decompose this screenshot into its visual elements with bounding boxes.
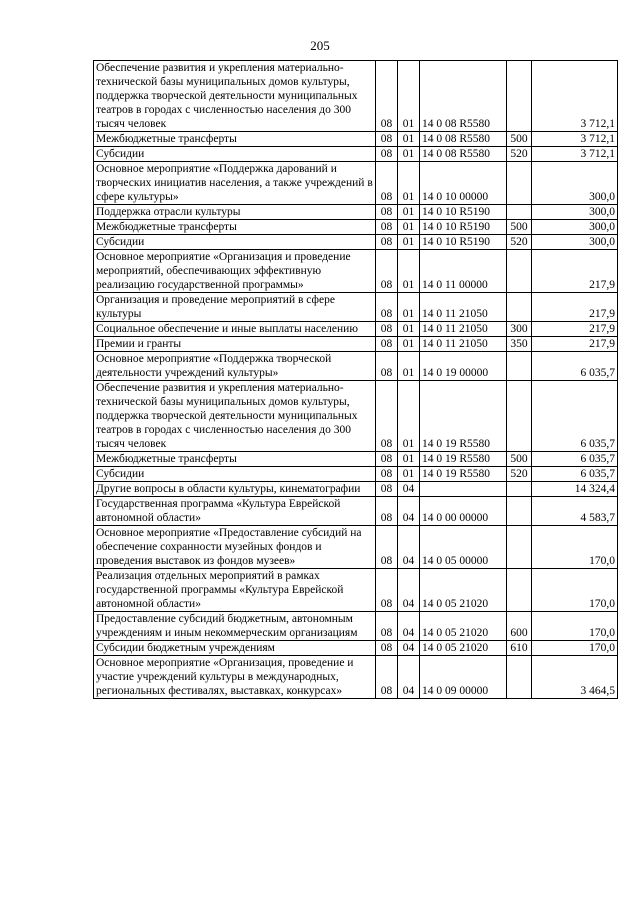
row-subsection: 04 [398, 569, 420, 612]
row-amount: 170,0 [532, 612, 618, 641]
row-expense-type [507, 162, 532, 205]
row-expense-type: 500 [507, 132, 532, 147]
row-target-article: 14 0 08 R5580 [420, 61, 507, 132]
row-subsection: 01 [398, 467, 420, 482]
row-subsection: 01 [398, 61, 420, 132]
row-subsection: 01 [398, 205, 420, 220]
row-subsection: 04 [398, 526, 420, 569]
row-section: 08 [376, 132, 398, 147]
row-name: Основное мероприятие «Организация, проведение и участие учреждений культуры в международных, региональных фестивалях, выставках, конкурсах» [94, 656, 376, 699]
row-expense-type: 520 [507, 147, 532, 162]
row-name: Обеспечение развития и укрепления материально-технической базы муниципальных домов культуры, поддержка творческой деятельности муниципальных театров в городах с численностью населения до 300 тысяч человек [94, 61, 376, 132]
row-subsection: 01 [398, 132, 420, 147]
row-name: Реализация отдельных мероприятий в рамках государственной программы «Культура Еврейской автономной области» [94, 569, 376, 612]
row-target-article: 14 0 11 21050 [420, 322, 507, 337]
row-amount: 6 035,7 [532, 381, 618, 452]
row-expense-type [507, 497, 532, 526]
table-row [94, 220, 618, 235]
table-row [94, 612, 618, 641]
row-expense-type [507, 61, 532, 132]
page-number: 205 [310, 38, 330, 53]
row-expense-type [507, 656, 532, 699]
row-subsection: 01 [398, 162, 420, 205]
row-subsection: 01 [398, 452, 420, 467]
row-section: 08 [376, 352, 398, 381]
row-target-article: 14 0 08 R5580 [420, 132, 507, 147]
row-name: Поддержка отрасли культуры [94, 205, 376, 220]
row-section: 08 [376, 467, 398, 482]
row-name: Предоставление субсидий бюджетным, автономным учреждениям и иным некоммерческим организациям [94, 612, 376, 641]
row-section: 08 [376, 381, 398, 452]
row-target-article: 14 0 10 R5190 [420, 235, 507, 250]
row-subsection: 01 [398, 235, 420, 250]
row-subsection: 01 [398, 381, 420, 452]
row-expense-type: 300 [507, 322, 532, 337]
row-target-article: 14 0 05 21020 [420, 641, 507, 656]
table-row [94, 656, 618, 699]
row-amount: 217,9 [532, 293, 618, 322]
row-name: Обеспечение развития и укрепления материально-технической базы муниципальных домов культуры, поддержка творческой деятельности муниципальных театров в городах с численностью населения до 300 тысяч человек [94, 381, 376, 452]
row-name: Основное мероприятие «Предоставление субсидий на обеспечение сохранности музейных фондов и проведения выставок из фондов музеев» [94, 526, 376, 569]
row-expense-type [507, 250, 532, 293]
row-amount: 3 464,5 [532, 656, 618, 699]
row-amount: 217,9 [532, 250, 618, 293]
table-row [94, 452, 618, 467]
row-section: 08 [376, 205, 398, 220]
row-amount: 3 712,1 [532, 132, 618, 147]
table-row [94, 132, 618, 147]
row-amount: 4 583,7 [532, 497, 618, 526]
row-amount: 170,0 [532, 569, 618, 612]
row-amount: 300,0 [532, 162, 618, 205]
row-subsection: 01 [398, 322, 420, 337]
row-amount: 3 712,1 [532, 147, 618, 162]
row-amount: 6 035,7 [532, 467, 618, 482]
row-amount: 217,9 [532, 337, 618, 352]
budget-table [93, 60, 618, 699]
table-row [94, 526, 618, 569]
row-target-article: 14 0 05 21020 [420, 569, 507, 612]
row-name: Основное мероприятие «Организация и проведение мероприятий, обеспечивающих эффективную реализацию государственной программы» [94, 250, 376, 293]
row-section: 08 [376, 526, 398, 569]
table-row [94, 381, 618, 452]
table-row [94, 147, 618, 162]
row-section: 08 [376, 61, 398, 132]
row-target-article: 14 0 11 21050 [420, 337, 507, 352]
row-name: Государственная программа «Культура Еврейской автономной области» [94, 497, 376, 526]
row-section: 08 [376, 482, 398, 497]
budget-table-body [94, 61, 618, 699]
row-expense-type: 500 [507, 452, 532, 467]
row-expense-type: 600 [507, 612, 532, 641]
row-section: 08 [376, 235, 398, 250]
table-row [94, 293, 618, 322]
row-expense-type [507, 293, 532, 322]
row-expense-type [507, 482, 532, 497]
row-section: 08 [376, 220, 398, 235]
row-target-article [420, 482, 507, 497]
row-expense-type: 610 [507, 641, 532, 656]
row-name: Другие вопросы в области культуры, кинематографии [94, 482, 376, 497]
row-expense-type [507, 569, 532, 612]
row-target-article: 14 0 19 00000 [420, 352, 507, 381]
row-subsection: 01 [398, 352, 420, 381]
row-expense-type: 520 [507, 235, 532, 250]
row-name: Субсидии [94, 467, 376, 482]
row-expense-type: 350 [507, 337, 532, 352]
row-section: 08 [376, 452, 398, 467]
table-row [94, 205, 618, 220]
table-row [94, 569, 618, 612]
row-target-article: 14 0 11 00000 [420, 250, 507, 293]
row-section: 08 [376, 293, 398, 322]
row-target-article: 14 0 19 R5580 [420, 467, 507, 482]
row-amount: 170,0 [532, 641, 618, 656]
row-name: Организация и проведение мероприятий в сфере культуры [94, 293, 376, 322]
row-name: Межбюджетные трансферты [94, 132, 376, 147]
row-section: 08 [376, 250, 398, 293]
row-target-article: 14 0 09 00000 [420, 656, 507, 699]
table-row [94, 337, 618, 352]
table-row [94, 641, 618, 656]
row-name: Основное мероприятие «Поддержка дарований и творческих инициатив населения, а также учреждений в сфере культуры» [94, 162, 376, 205]
row-target-article: 14 0 00 00000 [420, 497, 507, 526]
row-expense-type [507, 352, 532, 381]
row-name: Межбюджетные трансферты [94, 220, 376, 235]
table-row [94, 482, 618, 497]
row-subsection: 04 [398, 641, 420, 656]
row-name: Премии и гранты [94, 337, 376, 352]
row-subsection: 01 [398, 220, 420, 235]
table-row [94, 497, 618, 526]
row-expense-type [507, 526, 532, 569]
row-target-article: 14 0 11 21050 [420, 293, 507, 322]
row-target-article: 14 0 19 R5580 [420, 452, 507, 467]
row-section: 08 [376, 497, 398, 526]
row-subsection: 01 [398, 147, 420, 162]
row-target-article: 14 0 10 R5190 [420, 220, 507, 235]
row-expense-type [507, 205, 532, 220]
row-expense-type: 520 [507, 467, 532, 482]
row-subsection: 04 [398, 656, 420, 699]
row-name: Социальное обеспечение и иные выплаты населению [94, 322, 376, 337]
row-section: 08 [376, 569, 398, 612]
row-name: Межбюджетные трансферты [94, 452, 376, 467]
row-amount: 14 324,4 [532, 482, 618, 497]
row-subsection: 04 [398, 612, 420, 641]
row-amount: 300,0 [532, 220, 618, 235]
row-subsection: 01 [398, 293, 420, 322]
row-amount: 3 712,1 [532, 61, 618, 132]
table-row [94, 61, 618, 132]
row-subsection: 04 [398, 497, 420, 526]
row-target-article: 14 0 05 00000 [420, 526, 507, 569]
row-amount: 217,9 [532, 322, 618, 337]
row-expense-type [507, 381, 532, 452]
row-target-article: 14 0 05 21020 [420, 612, 507, 641]
row-target-article: 14 0 08 R5580 [420, 147, 507, 162]
row-section: 08 [376, 322, 398, 337]
row-section: 08 [376, 656, 398, 699]
row-section: 08 [376, 612, 398, 641]
row-name: Субсидии [94, 147, 376, 162]
row-amount: 6 035,7 [532, 452, 618, 467]
row-name: Основное мероприятие «Поддержка творческой деятельности учреждений культуры» [94, 352, 376, 381]
table-row [94, 250, 618, 293]
row-section: 08 [376, 147, 398, 162]
row-target-article: 14 0 10 R5190 [420, 205, 507, 220]
table-row [94, 235, 618, 250]
row-amount: 300,0 [532, 235, 618, 250]
row-amount: 170,0 [532, 526, 618, 569]
table-row [94, 162, 618, 205]
row-name: Субсидии [94, 235, 376, 250]
row-section: 08 [376, 641, 398, 656]
row-subsection: 04 [398, 482, 420, 497]
row-expense-type: 500 [507, 220, 532, 235]
row-amount: 6 035,7 [532, 352, 618, 381]
row-target-article: 14 0 10 00000 [420, 162, 507, 205]
row-target-article: 14 0 19 R5580 [420, 381, 507, 452]
row-name: Субсидии бюджетным учреждениям [94, 641, 376, 656]
row-section: 08 [376, 337, 398, 352]
row-amount: 300,0 [532, 205, 618, 220]
table-row [94, 467, 618, 482]
row-subsection: 01 [398, 250, 420, 293]
table-row [94, 322, 618, 337]
row-subsection: 01 [398, 337, 420, 352]
table-row [94, 352, 618, 381]
row-section: 08 [376, 162, 398, 205]
